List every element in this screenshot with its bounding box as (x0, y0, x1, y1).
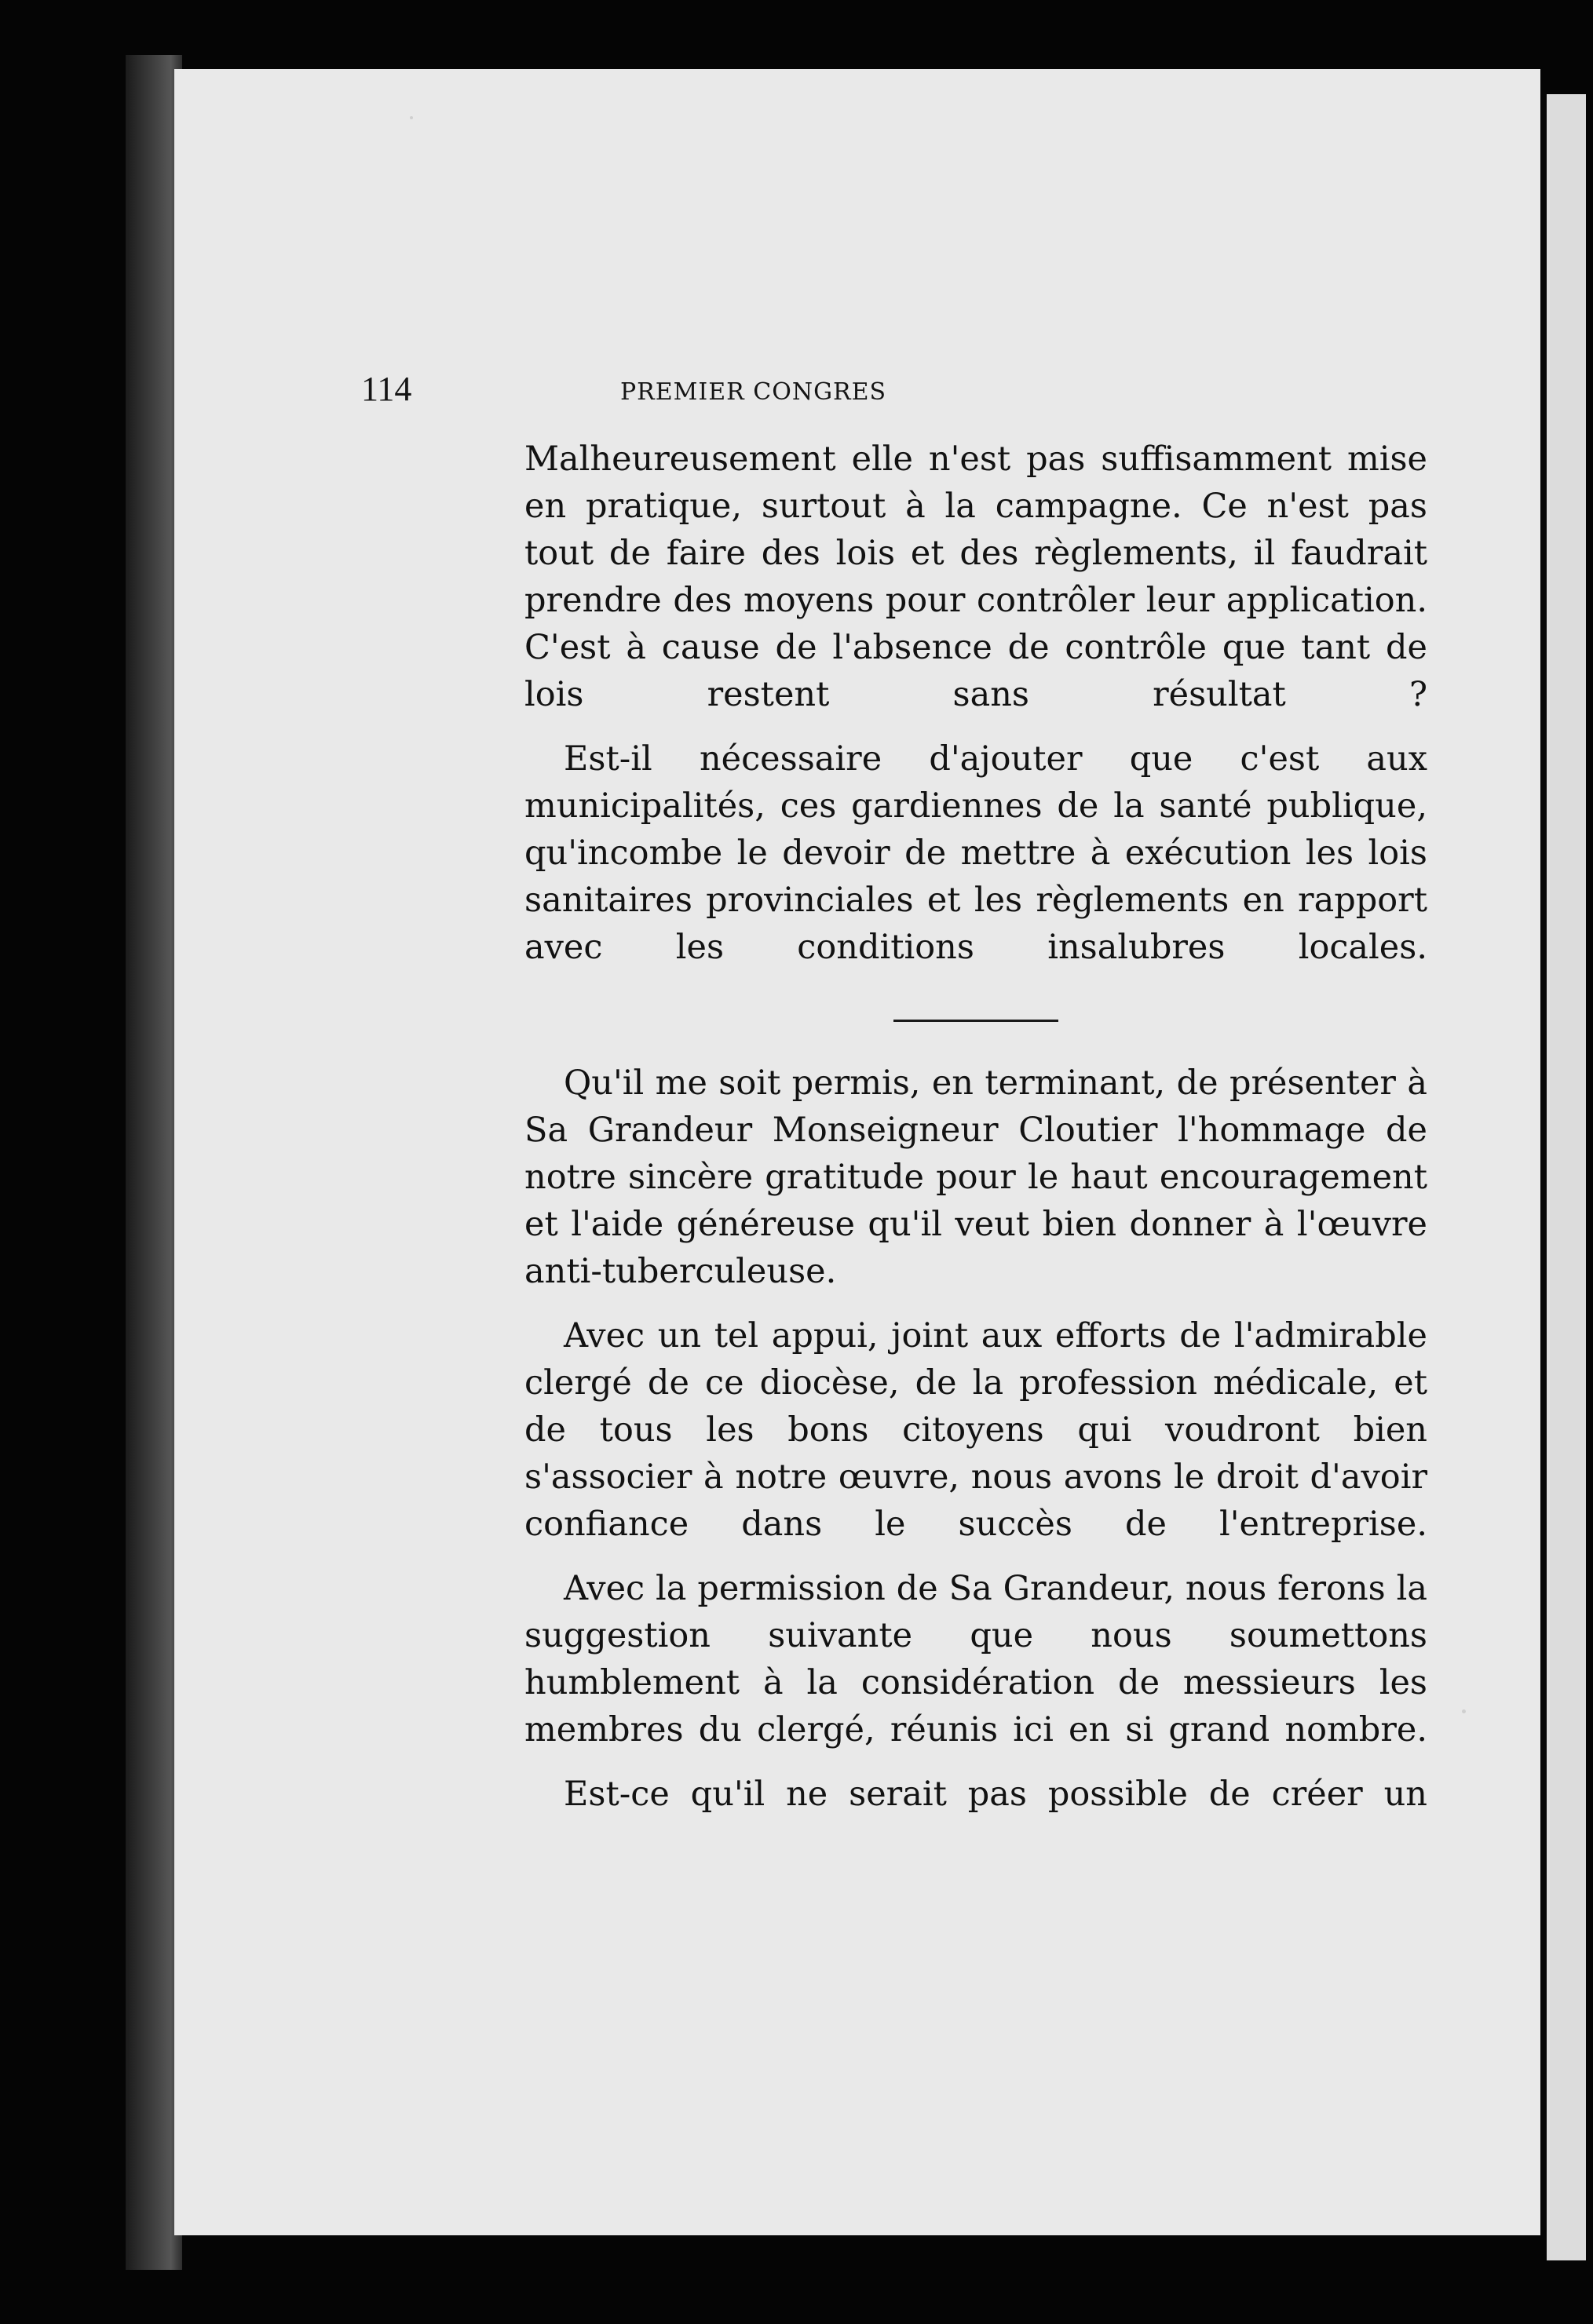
running-head (361, 369, 1421, 416)
paragraph-4: Avec un tel appui, joint aux efforts de l'admirable clergé de ce diocèse, de la profession médicale, et de tous les bons citoyens qui voudront bien s'associer à notre œuvre, nous avons le droit d'avoir confiance dans le succès de l'entreprise. (524, 1316, 1427, 1544)
paragraph-3: Qu'il me soit permis, en terminant, de présenter à Sa Grandeur Monseigneur Cloutier l'hommage de notre sincère gratitude pour le haut encouragement et l'aide généreuse qu'il veut bien donner à l'œuvre anti-tuberculeuse. (524, 1063, 1427, 1291)
paragraph-6: Est-ce qu'il ne serait pas possible de créer un (564, 1775, 1427, 1814)
paragraph-2: Est-il nécessaire d'ajouter que c'est aux municipalités, ces gardiennes de la santé publique, qu'incombe le devoir de mettre à exécution les lois sanitaires provinciales et les règlements en rapport avec les conditions insalubres locales. (524, 739, 1427, 967)
page-blemish (410, 116, 413, 119)
section-divider (893, 1020, 1058, 1022)
page-blemish (1462, 1709, 1466, 1713)
facing-page-edge (1547, 94, 1586, 2260)
running-title: PREMIER CONGRES (620, 378, 887, 406)
body-text (524, 436, 1427, 1835)
paragraph-5: Avec la permission de Sa Grandeur, nous ferons la suggestion suivante que nous soumettons humblement à la considération de messieurs les membres du clergé, réunis ici en si grand nombre. (524, 1569, 1427, 1749)
page-number: 114 (361, 370, 412, 408)
paragraph-1: Malheureusement elle n'est pas suffisamment mise en pratique, surtout à la campagne. Ce n'est pas tout de faire des lois et des règlements, il faudrait prendre des moyens pour contrôler leur application. C'est à cause de l'absence de contrôle que tant de lois restent sans résultat ? (524, 440, 1427, 714)
